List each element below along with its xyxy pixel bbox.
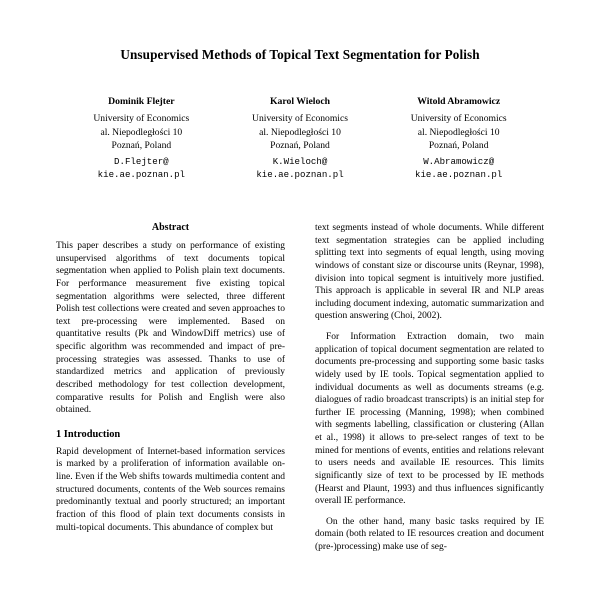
right-paragraph-3: On the other hand, many basic tasks required by IE domain (both related to IE resources creation and document (pre-)processing) make use of seg- — [315, 516, 544, 553]
affiliation-line: University of Economics — [410, 112, 507, 124]
author-email — [379, 155, 538, 182]
left-column — [56, 222, 285, 562]
affiliation-line: Poznań, Poland — [428, 140, 489, 152]
affiliation-line: University of Economics — [252, 112, 348, 124]
author-entry — [221, 95, 380, 182]
author-name: Witold Abramowicz — [417, 96, 501, 108]
right-paragraph-2: For Information Extraction domain, two main application of topical document segmentation are related to documents pre-processing and supporting some basic tasks widely used by IE tools. Topical segmentation applied to individual documents as well as documents streams (e.g. dialogues of radio broadcast transcripts) is an initial step for further IE processing (Manning, 1998); when combined with segments labelling, classification or clustering (Allan et al., 1998) it allows to pre-select ranges of text to be mined for mentions of events, entities and relations relevant to users needs and available IE resources. This limits significantly size of text to be processed by IE methods (Hearst and Plaunt, 1993) and thus influences significantly overall IE performance. — [315, 332, 544, 507]
affiliation-line: Poznań, Poland — [111, 140, 172, 152]
author-entry — [379, 95, 538, 182]
author-entry — [62, 95, 221, 182]
email-line: D.Flejter@ — [114, 155, 169, 167]
author-name: Dominik Flejter — [108, 96, 175, 108]
email-line: kie.ae.poznan.pl — [256, 169, 344, 181]
author-email — [221, 155, 380, 182]
body-columns — [56, 222, 544, 562]
affiliation-line: al. Niepodległości 10 — [259, 126, 341, 138]
section-heading-introduction: 1 Introduction — [56, 428, 121, 440]
email-line: kie.ae.poznan.pl — [97, 169, 185, 181]
author-affiliation — [379, 112, 538, 153]
email-line: K.Wieloch@ — [272, 155, 328, 167]
email-line: W.Abramowicz@ — [423, 155, 495, 167]
author-affiliation — [62, 112, 221, 153]
author-name: Karol Wieloch — [270, 96, 331, 108]
author-block — [62, 95, 538, 182]
abstract-text: This paper describes a study on performance of existing unsupervised algorithms of text documents topical segmentation when applied to Polish plain text documents. For performance measurement five existing topical segmentation algorithms were selected, three different Polish test collections were created and seven approaches to text pre-processing were implemented. Based on quantitative results (Pk and WindowDiff metrics) use of specific algorithm was recommended and impact of pre-processing strategies was assessed. Thanks to use of standardized metrics and application of previously described methodology for test collection development, comparative results for Polish and English were also obtained. — [56, 241, 285, 416]
affiliation-line: University of Economics — [93, 112, 190, 124]
affiliation-line: al. Niepodległości 10 — [100, 126, 183, 138]
introduction-paragraph: Rapid development of Internet-based information services is marked by a proliferation of information available on-line. Even if the Web shifts towards multimedia content and structured documents, contents of the Web sources remains predominantly textual and poorly structured; an important fraction of this flood of plain text documents consists in multi-topical documents. This abundance of complex but — [56, 446, 285, 533]
affiliation-line: Poznań, Poland — [270, 140, 330, 152]
right-column — [315, 222, 544, 562]
abstract-heading: Abstract — [151, 222, 190, 234]
page-title: Unsupervised Methods of Topical Text Segmentation for Polish — [120, 47, 480, 62]
author-affiliation — [221, 112, 380, 153]
author-email — [62, 155, 221, 182]
right-paragraph-1: text segments instead of whole documents. While different text segmentation strategies can be applied including splitting text into segments of equal length, using moving windows of constant size or discourse units (Reynar, 1998), division into topical segment is intuitively more justified. This approach is applicable in several IR and NLP areas including document indexing, automatic summarization and question answering (Choi, 2002). — [315, 223, 544, 322]
email-line: kie.ae.poznan.pl — [415, 169, 503, 181]
affiliation-line: al. Niepodległości 10 — [417, 126, 500, 138]
